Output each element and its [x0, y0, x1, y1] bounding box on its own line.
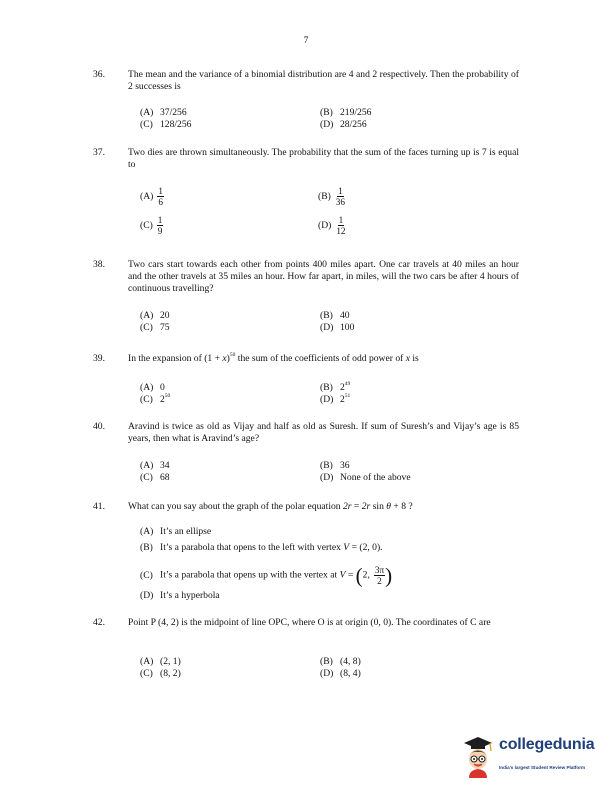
option-d: (D) It’s a hyperbola — [140, 590, 220, 601]
option-a: (A) 20 — [140, 310, 170, 321]
option-b: (B) 40 — [320, 310, 350, 321]
option-d: (D) (8, 4) — [320, 668, 361, 679]
option-a: (A) 34 — [140, 460, 170, 471]
option-b: (B) $\frac{1}{36}$ — [318, 186, 345, 207]
fraction: $\frac{1}{36}$ — [335, 186, 345, 207]
option-d: (D) $2^{51}$ — [320, 392, 351, 405]
option-d: (D) $\frac{1}{12}$ — [318, 215, 346, 236]
student-mascot-icon — [460, 734, 496, 778]
question-text: In the expansion of $(1 + x)^{50}$ the sum of the coefficients of odd power of x is — [128, 351, 419, 364]
question-number: 37. — [93, 147, 105, 158]
option-d: (D) 100 — [320, 322, 355, 333]
option-b: (B) 36 — [320, 460, 350, 471]
option-b: (B) 219/256 — [320, 107, 372, 118]
option-b: (B) (4, 8) — [320, 656, 361, 667]
question-text: What can you say about the graph of the polar equation 2r = 2r sin θ + 8 ? — [128, 501, 413, 512]
logo-tagline: India's largest Student Review Platform — [499, 765, 586, 770]
question-text: Two dies are thrown simultaneously. The probability that the sum of the faces turning up is 7 is equal to — [128, 147, 519, 170]
question-number: 42. — [93, 617, 105, 628]
expansion-expression: $(1 + x)^{50}$ — [204, 351, 236, 364]
question-number: 39. — [93, 353, 105, 364]
question-number: 38. — [93, 259, 105, 270]
option-c: (C) (8, 2) — [140, 668, 181, 679]
option-a: (A) It’s an ellipse — [140, 526, 212, 537]
option-b: (B) It’s a parabola that opens to the left with vertex V = (2, 0). — [140, 542, 383, 553]
left-paren: ( — [355, 563, 363, 588]
option-c: (C) $\frac{1}{9}$ — [140, 215, 163, 236]
option-a: (A) (2, 1) — [140, 656, 181, 667]
question-text: Point P (4, 2) is the midpoint of line OPC, where O is at origin (0, 0). The coordinates of C are — [128, 617, 491, 628]
polar-equation: 2r = 2r sin θ + 8 — [343, 501, 407, 512]
page-number: 7 — [303, 35, 309, 46]
fraction: $\frac{1}{9}$ — [157, 215, 163, 236]
right-paren: ) — [385, 563, 393, 588]
fraction: $\frac{1}{6}$ — [158, 186, 163, 207]
question-number: 41. — [93, 501, 105, 512]
option-b: (B) $2^{49}$ — [320, 380, 351, 393]
option-c: (C) $2^{50}$ — [140, 392, 171, 405]
option-d: (D) None of the above — [320, 472, 411, 483]
fraction: $\frac{1}{12}$ — [336, 215, 346, 236]
question-number: 36. — [93, 69, 105, 80]
question-text: Aravind is twice as old as Vijay and half as old as Suresh. If sum of Suresh’s and Vijay’s age is 85 years, then what is Aravind’s age? — [128, 421, 519, 444]
option-a: (A) $\frac{1}{6}$ — [140, 186, 163, 207]
option-c: (C) 75 — [140, 322, 170, 333]
collegedunia-logo — [460, 734, 600, 780]
question-number: 40. — [93, 421, 105, 432]
option-a: (A) 37/256 — [140, 107, 187, 118]
logo-name: collegedunia — [499, 736, 595, 753]
option-a: (A) 0 — [140, 382, 165, 393]
option-c: (C) 68 — [140, 472, 170, 483]
question-text: The mean and the variance of a binomial distribution are 4 and 2 respectively. Then the probability of 2 successes is — [128, 69, 519, 92]
fraction: $\frac{3\pi}{2}$ — [374, 565, 385, 586]
option-c: (C) 128/256 — [140, 119, 192, 130]
option-c: (C) It’s a parabola that opens up with the vertex at V = (2, $\frac{3\pi}{2}$ ) — [140, 563, 393, 588]
question-text: Two cars start towards each other from points 400 miles apart. One car travels at 40 miles an hour and the other travels at 35 miles an hour. How far apart, in miles, will the two cars be after 4 hours of continuous travelling? — [128, 259, 519, 294]
option-d: (D) 28/256 — [320, 119, 367, 130]
